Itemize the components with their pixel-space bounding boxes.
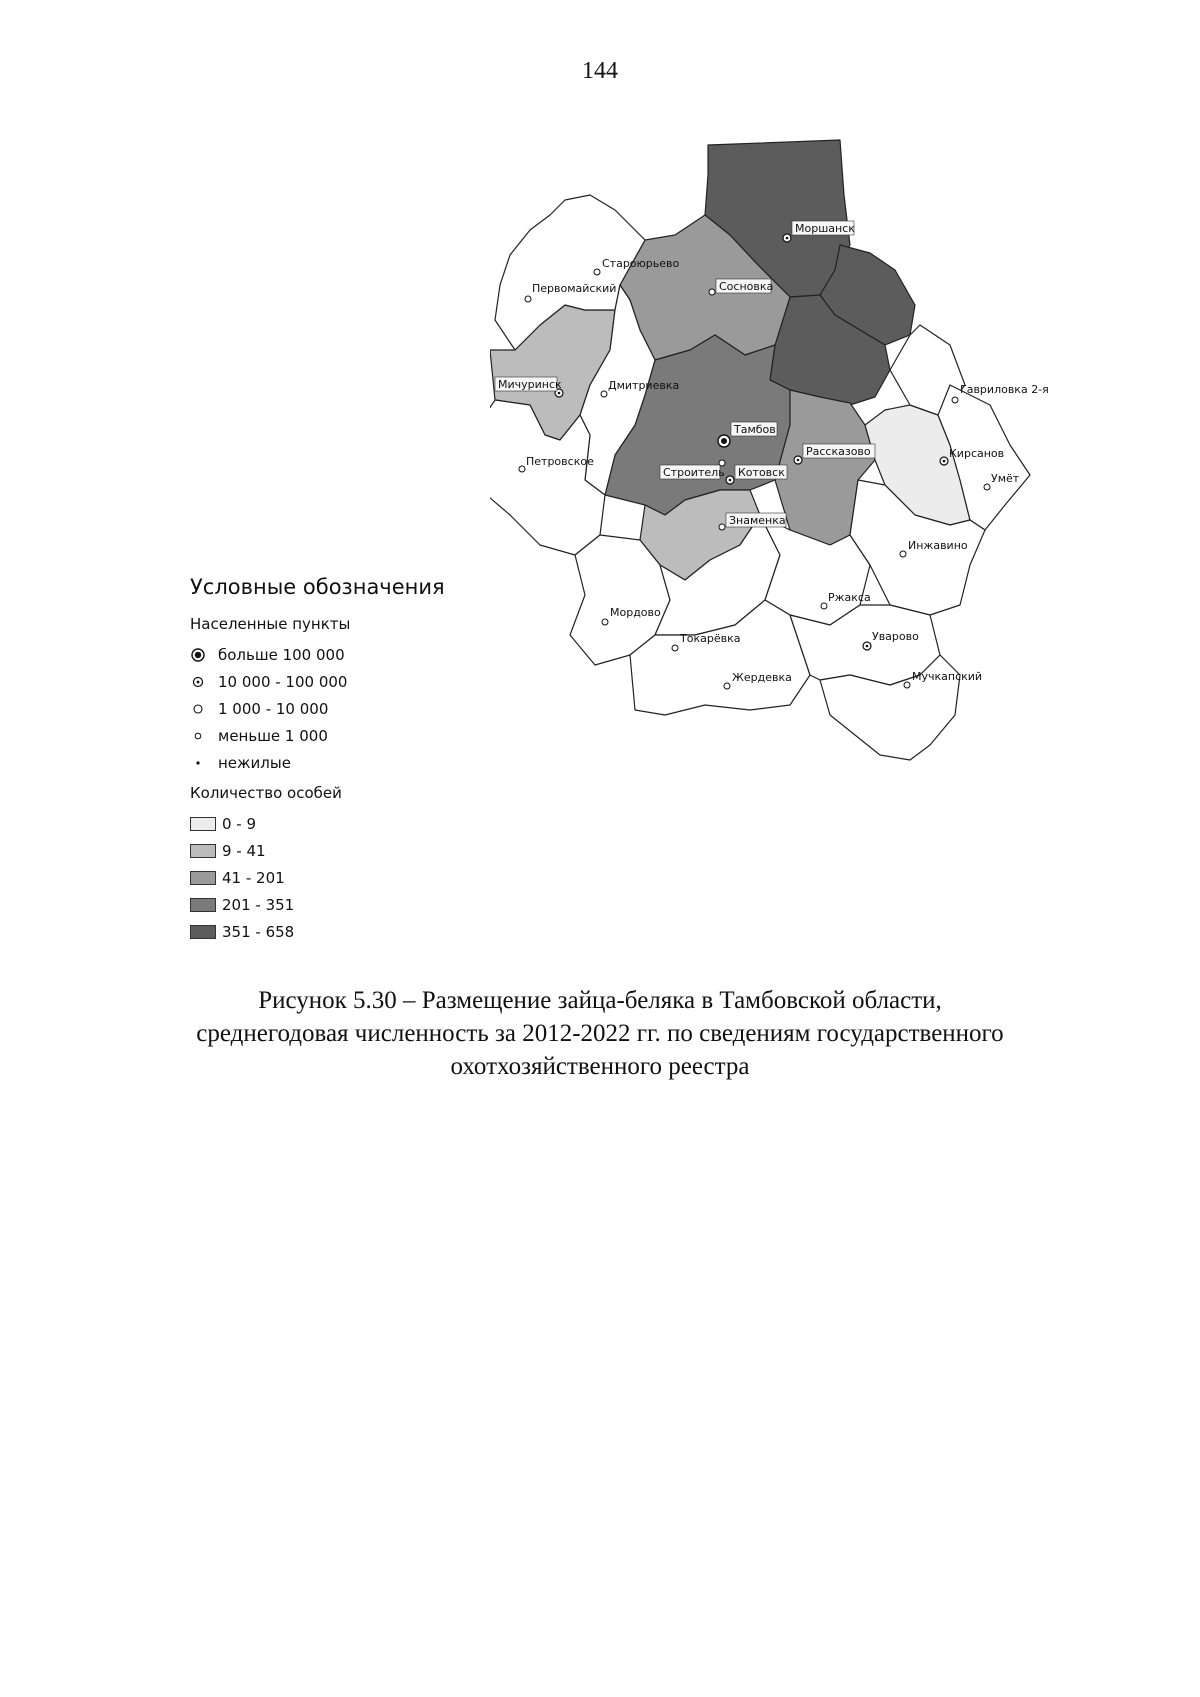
caption-line: среднегодовая численность за 2012-2022 гг. по сведениям государственного [196, 1020, 1004, 1047]
legend-settlement-label: больше 100 000 [218, 645, 345, 664]
small-town-icon [594, 269, 600, 275]
label-kirsanov: Кирсанов [949, 447, 1005, 460]
small-town-icon [984, 484, 990, 490]
legend-class-label: 0 - 9 [222, 814, 257, 833]
legend-title: Условные обозначения [190, 575, 445, 599]
legend-settlement-row [190, 641, 490, 668]
map-svg [490, 135, 1090, 835]
small-town-icon [952, 397, 958, 403]
small-town-icon [190, 701, 206, 717]
legend-settlement-row [190, 668, 490, 695]
label-dmitrievka: Дмитриевка [608, 379, 680, 392]
legend-class-row [190, 891, 490, 918]
small-town-icon [719, 524, 725, 530]
legend-swatch [190, 871, 216, 885]
label-muchkapsky: Мучкапский [912, 670, 983, 683]
legend-swatch [190, 898, 216, 912]
small-town-icon [904, 682, 910, 688]
legend-settlement-label: меньше 1 000 [218, 726, 328, 745]
label-zherdevka: Жердевка [732, 671, 792, 684]
caption-line: Рисунок 5.30 – Размещение зайца-беляка в Тамбовской области, [258, 987, 942, 1014]
label-tokarevka: Токарёвка [680, 632, 741, 645]
small-town-icon [900, 551, 906, 557]
legend-count-heading: Количество особей [190, 784, 342, 802]
label-sosnovka: Сосновка [719, 280, 774, 293]
town-sosnovka [709, 279, 773, 295]
label-inzhavino: Инжавино [908, 539, 968, 552]
small-town-icon [525, 296, 531, 302]
label-pervomaysky: Первомайский [532, 282, 617, 295]
legend-settlements-heading: Населенные пункты [190, 615, 351, 633]
uninhabited-icon [190, 755, 206, 771]
small-town-icon [821, 603, 827, 609]
legend-settlement-row [190, 695, 490, 722]
label-tambov: Тамбов [734, 423, 776, 436]
legend-swatch [190, 844, 216, 858]
legend-swatch [190, 817, 216, 831]
legend-class-row [190, 837, 490, 864]
label-stroitel: Строитель [663, 466, 725, 479]
small-town-icon [709, 289, 715, 295]
legend-class-row [190, 810, 490, 837]
legend-class-label: 351 - 658 [222, 922, 295, 941]
small-town-icon [672, 645, 678, 651]
caption-line: охотхозяйственного реестра [450, 1053, 750, 1080]
label-umet: Умёт [991, 472, 1020, 485]
legend-settlement-row [190, 749, 490, 776]
page-number: 144 [582, 58, 618, 84]
tambov-region-map [490, 135, 1090, 835]
figure-caption [80, 984, 1120, 1083]
small-town-icon [724, 683, 730, 689]
legend-class-label: 201 - 351 [222, 895, 295, 914]
legend-class-row [190, 918, 490, 945]
label-petrovskoe: Петровское [526, 455, 594, 468]
label-morshansk: Моршанск [795, 222, 855, 235]
legend-class-row [190, 864, 490, 891]
label-gavrilovka: Гавриловка 2-я [960, 383, 1049, 396]
label-kotovsk: Котовск [738, 466, 785, 479]
label-znamenka: Знаменка [729, 514, 786, 527]
legend-class-label: 9 - 41 [222, 841, 266, 860]
legend-settlement-label: 10 000 - 100 000 [218, 672, 348, 691]
label-uvarovo: Уварово [872, 630, 919, 643]
small-town-icon [602, 619, 608, 625]
legend-settlement-label: 1 000 - 10 000 [218, 699, 329, 718]
village-icon [190, 728, 206, 744]
legend-swatch [190, 925, 216, 939]
medium-town-icon [190, 674, 206, 690]
label-mordovo: Мордово [610, 606, 661, 619]
small-town-icon [601, 391, 607, 397]
label-rzhaksa: Ржакса [828, 591, 871, 604]
label-staroyurevo: Староюрьево [602, 257, 680, 270]
large-city-icon [190, 647, 206, 663]
label-rasskazovo: Рассказово [806, 445, 871, 458]
map-legend [190, 575, 490, 945]
small-town-icon [519, 466, 525, 472]
legend-settlement-label: нежилые [218, 753, 291, 772]
legend-settlement-row [190, 722, 490, 749]
legend-class-label: 41 - 201 [222, 868, 285, 887]
label-michurinsk: Мичуринск [498, 378, 562, 391]
